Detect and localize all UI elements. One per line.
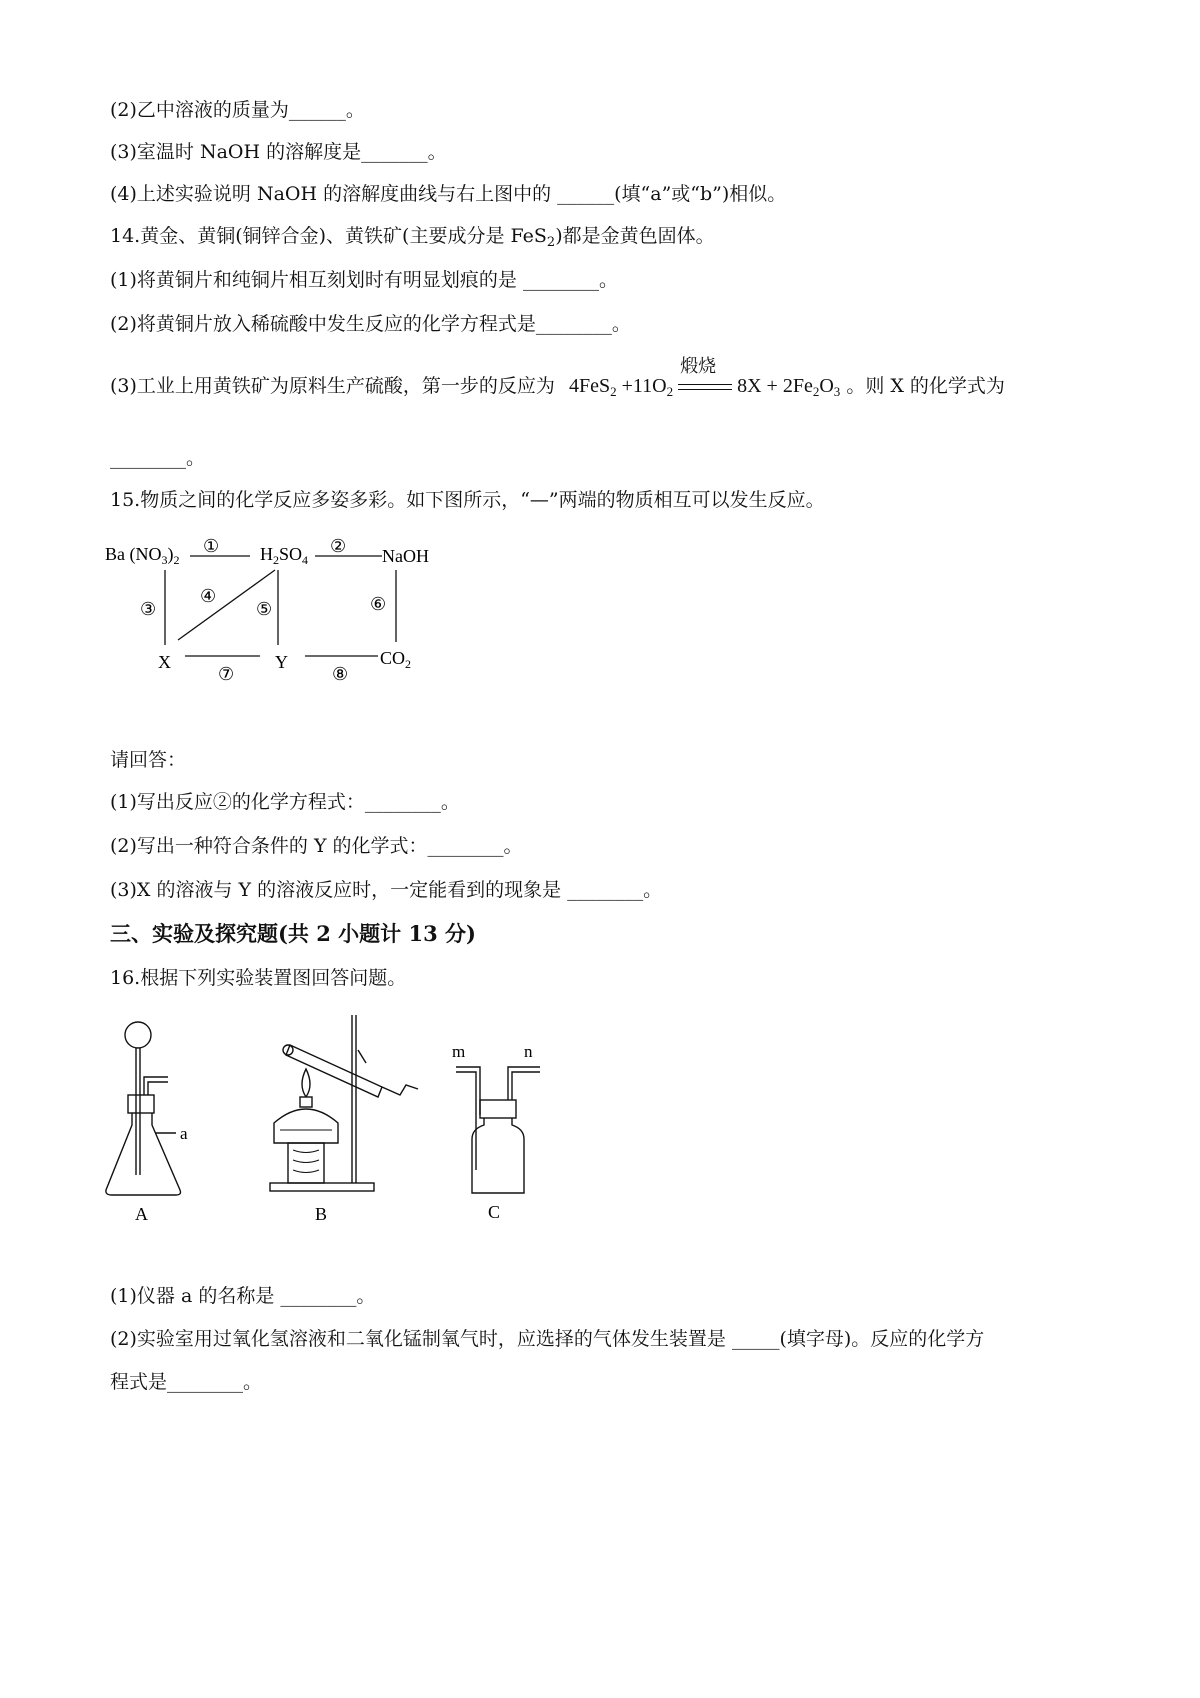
- q14-3-prefix: (3)工业上用黄铁矿为原料生产硫酸，第一步的反应为: [110, 375, 555, 397]
- q14-intro-a: 14.黄金、黄铜(铜锌合金)、黄铁矿(主要成分是 FeS: [110, 225, 547, 247]
- eq-o: O: [652, 375, 667, 397]
- flask-a: [106, 1113, 181, 1195]
- eq-plus-11: +11: [621, 375, 653, 397]
- stopper-c: [480, 1100, 516, 1118]
- bottle-c: [472, 1118, 524, 1193]
- section-heading: 三、实验及探究题(共 2 小题计 13 分): [110, 921, 476, 946]
- delivery-tube-b: [382, 1085, 418, 1095]
- q14-3-text: [110, 356, 1005, 400]
- eq-fe: Fe: [578, 375, 599, 397]
- reaction-network-diagram: [100, 530, 460, 690]
- node-y: Y: [275, 652, 288, 672]
- eq-s: S: [598, 375, 611, 397]
- stopper-a: [128, 1095, 154, 1113]
- clamp: [358, 1050, 366, 1063]
- q16-2-text: (2)实验室用过氧化氢溶液和二氧化锰制氧气时，应选择的气体发生装置是 _____(填字母)。反应的化学方: [110, 1328, 985, 1350]
- flame: [302, 1069, 310, 1097]
- q16-1-text: (1)仪器 a 的名称是 ________。: [110, 1285, 376, 1307]
- apparatus-a: [106, 1022, 181, 1195]
- label-6: ⑥: [370, 594, 387, 614]
- q14-intro-sub: 2: [546, 235, 556, 250]
- stand-base: [270, 1183, 374, 1191]
- node-h2so4: $H_2SO_4$: [260, 544, 309, 567]
- eq-8x: 8X: [737, 375, 762, 397]
- lamp-wick: [300, 1097, 312, 1107]
- node-naoh: NaOH: [382, 546, 429, 566]
- alcohol-lamp: [274, 1109, 338, 1143]
- apparatus-c: [456, 1067, 540, 1193]
- q14-2-text: (2)将黄铜片放入稀硫酸中发生反应的化学方程式是________。: [110, 313, 631, 335]
- label-1: ①: [203, 536, 220, 556]
- tube-n-label: n: [524, 1042, 533, 1061]
- q15-3-text: (3)X 的溶液与 Y 的溶液反应时，一定能看到的现象是 ________。: [110, 879, 663, 901]
- q16-intro: 16.根据下列实验装置图回答问题。: [110, 967, 407, 989]
- eq-plus-2: + 2: [766, 375, 793, 397]
- q15-prompt: 请回答：: [110, 749, 187, 771]
- label-4: ④: [200, 586, 217, 606]
- reaction-equation: [568, 356, 841, 400]
- eq-sub-2c: 2: [812, 384, 820, 399]
- q13-4-text: (4)上述实验说明 NaOH 的溶解度曲线与右上图中的 ______(填“a”或“b”)相似。: [110, 183, 787, 205]
- eq-o2: O: [819, 375, 834, 397]
- label-8: ⑧: [332, 664, 349, 684]
- eq-condition: 煅烧: [680, 356, 717, 378]
- lab-apparatus-figure: [100, 1005, 620, 1235]
- node-x: X: [158, 652, 171, 672]
- funnel-bulb: [125, 1022, 151, 1048]
- apparatus-a-label: A: [135, 1204, 148, 1224]
- tube-m-label: m: [452, 1042, 466, 1061]
- pointer-a-label: a: [180, 1124, 188, 1143]
- q15-1-text: (1)写出反应②的化学方程式：________。: [110, 791, 460, 813]
- q13-3-text: (3)室温时 NaOH 的溶解度是_______。: [110, 141, 447, 163]
- q15-2-text: (2)写出一种符合条件的 Y 的化学式：________。: [110, 835, 523, 857]
- label-2: ②: [330, 536, 347, 556]
- eq-coef-4: 4: [568, 375, 579, 397]
- label-3: ③: [140, 599, 157, 619]
- test-tube-b: [286, 1045, 382, 1097]
- eq-double-line: [678, 384, 732, 390]
- eq-sub-2b: 2: [666, 384, 674, 399]
- q14-1-text: (1)将黄铜片和纯铜片相互刻划时有明显划痕的是 ________。: [110, 269, 618, 291]
- eq-sub-2a: 2: [610, 384, 617, 399]
- q13-2-text: (2)乙中溶液的质量为______。: [110, 99, 365, 121]
- label-5: ⑤: [256, 599, 273, 619]
- eq-sub-3: 3: [833, 384, 841, 399]
- q15-intro: 15.物质之间的化学反应多姿多彩。如下图所示，“—”两端的物质相互可以发生反应。: [110, 489, 825, 511]
- node-ba-no3-2: Ba $(NO_3)_2$: [105, 544, 180, 567]
- eq-fe2: Fe: [792, 375, 813, 397]
- q14-intro-b: )都是金黄色固体。: [555, 225, 715, 247]
- q14-3-suffix: 。则 X 的化学式为: [846, 375, 1005, 397]
- apparatus-b: [270, 1015, 418, 1191]
- q14-3-blank: ________。: [110, 447, 206, 469]
- q16-2-text-cont: 程式是________。: [110, 1371, 263, 1393]
- node-co2: $CO_2$: [380, 648, 412, 671]
- apparatus-c-label: C: [488, 1202, 501, 1222]
- label-7: ⑦: [218, 664, 235, 684]
- q14-intro: [110, 222, 715, 250]
- apparatus-b-label: B: [315, 1204, 328, 1224]
- eq-arrow: [678, 356, 732, 397]
